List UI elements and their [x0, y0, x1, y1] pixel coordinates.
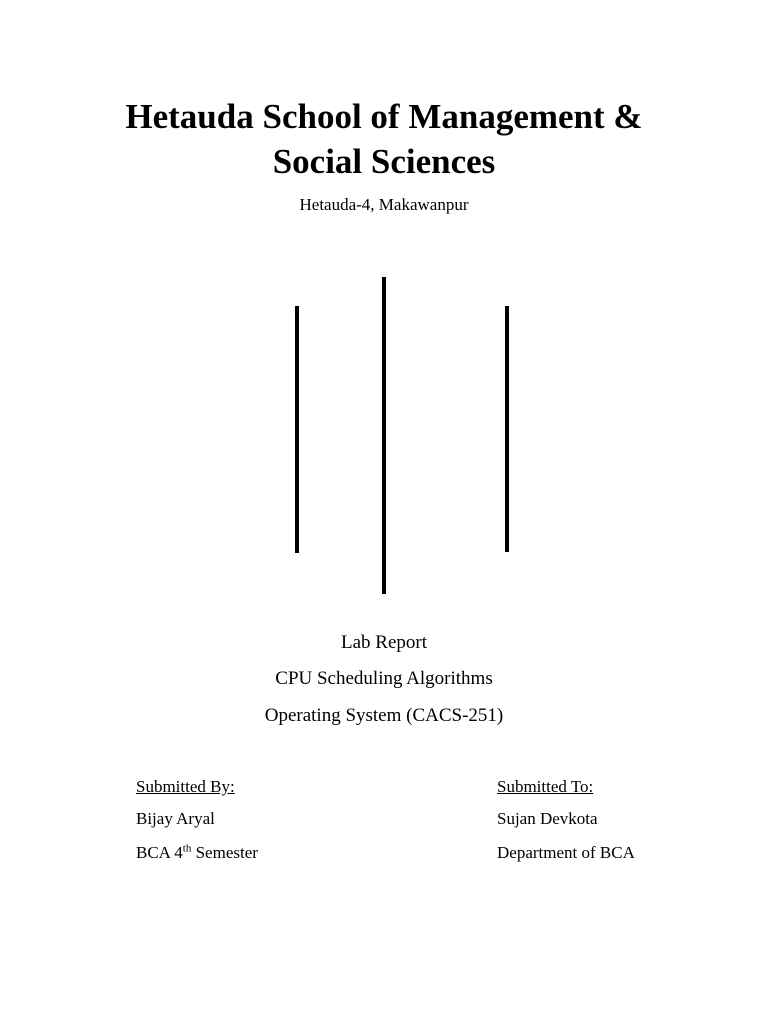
decorative-bar-right — [505, 306, 509, 552]
submitted-to-heading: Submitted To: — [497, 777, 594, 796]
submitted-by-heading: Submitted By: — [136, 777, 235, 796]
student-name: Bijay Aryal — [136, 809, 215, 828]
decorative-bar-left — [295, 306, 299, 553]
program-text: BCA 4 — [136, 843, 183, 862]
decorative-bar-center — [382, 277, 386, 594]
title-line-2: Social Sciences — [272, 142, 496, 181]
program-semester: Semester — [191, 843, 258, 862]
student-program — [136, 842, 258, 864]
supervisor-name: Sujan Devkota — [497, 809, 598, 828]
institution-address: Hetauda-4, Makawanpur — [299, 195, 469, 214]
title-line-1: Hetauda School of Management & — [125, 97, 643, 136]
report-type: Lab Report — [340, 632, 427, 653]
program-ordinal-suffix: th — [182, 842, 192, 855]
institution-title — [0, 94, 768, 184]
report-course: Operating System (CACS-251) — [264, 705, 504, 726]
report-topic: CPU Scheduling Algorithms — [275, 668, 493, 689]
submitted-to-block — [497, 776, 635, 864]
submitted-by-block — [136, 776, 258, 864]
department-name: Department of BCA — [497, 843, 635, 862]
